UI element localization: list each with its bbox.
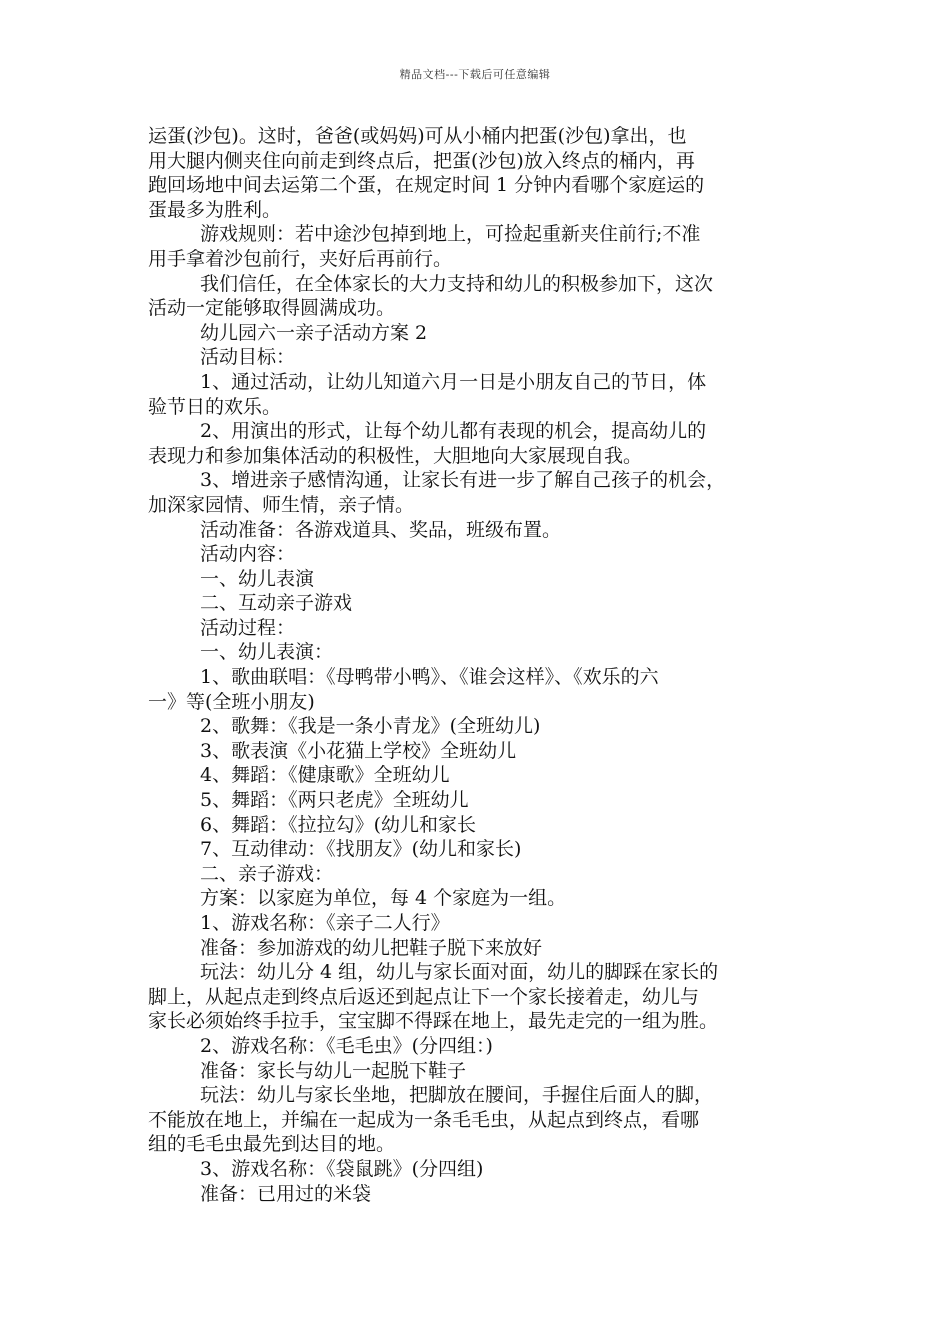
text-line: 二、互动亲子游戏: [200, 592, 353, 615]
text-line: 6、舞蹈：《拉拉勾》(幼儿和家长: [200, 813, 477, 836]
text-line: 一、幼儿表演: [200, 567, 315, 590]
text-line: 用大腿内侧夹住向前走到终点后，把蛋(沙包)放入终点的桶内，再: [148, 149, 695, 172]
text-line: 2、游戏名称：《毛毛虫》(分四组：): [200, 1034, 493, 1057]
text-line: 加深家园情、师生情，亲子情。: [148, 493, 415, 516]
document-body: [148, 124, 810, 1206]
text-line: 验节日的欢乐。: [148, 395, 282, 418]
text-line: 我们信任，在全体家长的大力支持和幼儿的积极参加下，这次: [200, 272, 714, 295]
text-line: 一、幼儿表演：: [200, 641, 334, 664]
text-line: 玩法：幼儿与家长坐地，把脚放在腰间，手握住后面人的脚，: [200, 1084, 714, 1107]
text-line: 脚上，从起点走到终点后返还到起点让下一个家长接着走，幼儿与: [148, 985, 700, 1008]
text-line: 活动内容：: [200, 543, 296, 566]
text-line: 蛋最多为胜利。: [148, 198, 282, 221]
text-line: 跑回场地中间去运第二个蛋，在规定时间 1 分钟内看哪个家庭运的: [148, 174, 705, 197]
text-line: 4、舞蹈：《健康歌》全班幼儿: [200, 764, 450, 787]
text-line: 3、增进亲子感情沟通，让家长有进一步了解自己孩子的机会，: [200, 469, 726, 492]
text-line: 1、游戏名称：《亲子二人行》: [200, 912, 450, 934]
text-line: 幼儿园六一亲子活动方案 2: [200, 321, 428, 344]
text-line: 活动过程：: [200, 616, 296, 639]
text-line: 二、亲子游戏：: [200, 862, 334, 885]
text-line: 5、舞蹈：《两只老虎》全班幼儿: [200, 789, 469, 812]
text-line: 组的毛毛虫最先到达目的地。: [148, 1133, 396, 1156]
text-line: 玩法：幼儿分 4 组，幼儿与家长面对面，幼儿的脚踩在家长的: [200, 961, 719, 984]
text-line: 活动准备：各游戏道具、奖品，班级布置。: [200, 518, 562, 541]
text-line: 一》等(全班小朋友): [148, 690, 315, 713]
text-line: 3、歌表演《小花猫上学校》全班幼儿: [200, 739, 517, 762]
text-line: 运蛋(沙包)。这时，爸爸(或妈妈)可从小桶内把蛋(沙包)拿出，也: [148, 125, 687, 147]
text-line: 方案：以家庭为单位，每 4 个家庭为一组。: [200, 887, 567, 910]
text-line: 准备：已用过的米袋: [200, 1182, 372, 1205]
text-line: 不能放在地上，并编在一起成为一条毛毛虫，从起点到终点，看哪: [148, 1108, 700, 1131]
text-line: 准备：参加游戏的幼儿把鞋子脱下来放好: [200, 936, 543, 959]
text-line: 用手拿着沙包前行，夹好后再前行。: [148, 247, 453, 270]
text-line: 1、通过活动，让幼儿知道六月一日是小朋友自己的节日，体: [200, 370, 707, 393]
text-line: 游戏规则：若中途沙包掉到地上，可捡起重新夹住前行;不准: [200, 223, 701, 246]
text-line: 表现力和参加集体活动的积极性，大胆地向大家展现自我。: [148, 444, 643, 467]
text-line: 家长必须始终手拉手，宝宝脚不得踩在地上，最先走完的一组为胜。: [148, 1010, 719, 1033]
text-line: 活动目标：: [200, 346, 296, 369]
text-line: 2、用演出的形式，让每个幼儿都有表现的机会，提高幼儿的: [200, 420, 707, 443]
text-line: 1、歌曲联唱：《母鸭带小鸭》、《谁会这样》、《欢乐的六: [200, 666, 659, 689]
page-header: 精品文档---下载后可任意编辑: [399, 68, 551, 81]
text-line: 3、游戏名称：《袋鼠跳》(分四组): [200, 1157, 484, 1180]
text-line: 活动一定能够取得圆满成功。: [148, 297, 396, 320]
text-line: 准备：家长与幼儿一起脱下鞋子: [200, 1059, 467, 1082]
text-line: 2、歌舞：《我是一条小青龙》(全班幼儿): [200, 715, 541, 738]
text-line: 7、互动律动：《找朋友》(幼儿和家长): [200, 838, 522, 861]
